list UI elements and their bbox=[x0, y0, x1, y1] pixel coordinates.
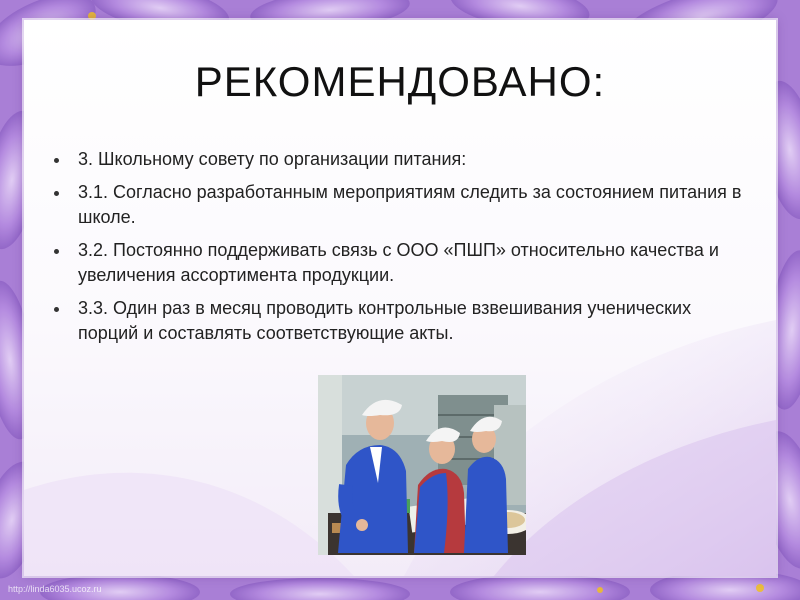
bullet-item bbox=[52, 296, 752, 346]
slide-panel bbox=[24, 20, 776, 576]
bullet-dot-icon bbox=[54, 249, 59, 254]
watermark-text: http://linda6035.ucoz.ru bbox=[8, 584, 102, 594]
bullet-dot-icon bbox=[54, 191, 59, 196]
bullet-text: 3.2. Постоянно поддерживать связь с ООО «ПШП» относительно качества и увеличения ассортимента продукции. bbox=[78, 240, 719, 285]
kitchen-staff-photo bbox=[318, 375, 526, 555]
bullet-list bbox=[52, 147, 752, 354]
bullet-dot-icon bbox=[54, 307, 59, 312]
bullet-text: 3.1. Согласно разработанным мероприятиям следить за состоянием питания в школе. bbox=[78, 182, 742, 227]
bullet-text: 3.3. Один раз в месяц проводить контрольные взвешивания ученических порций и составлять соответствующие акты. bbox=[78, 298, 692, 343]
slide-title: РЕКОМЕНДОВАНО: bbox=[194, 58, 606, 105]
bullet-dot-icon bbox=[54, 158, 59, 163]
bullet-item bbox=[52, 147, 752, 172]
bullet-item bbox=[52, 180, 752, 230]
bullet-item bbox=[52, 238, 752, 288]
bullet-text: 3. Школьному совету по организации питания: bbox=[78, 149, 467, 169]
